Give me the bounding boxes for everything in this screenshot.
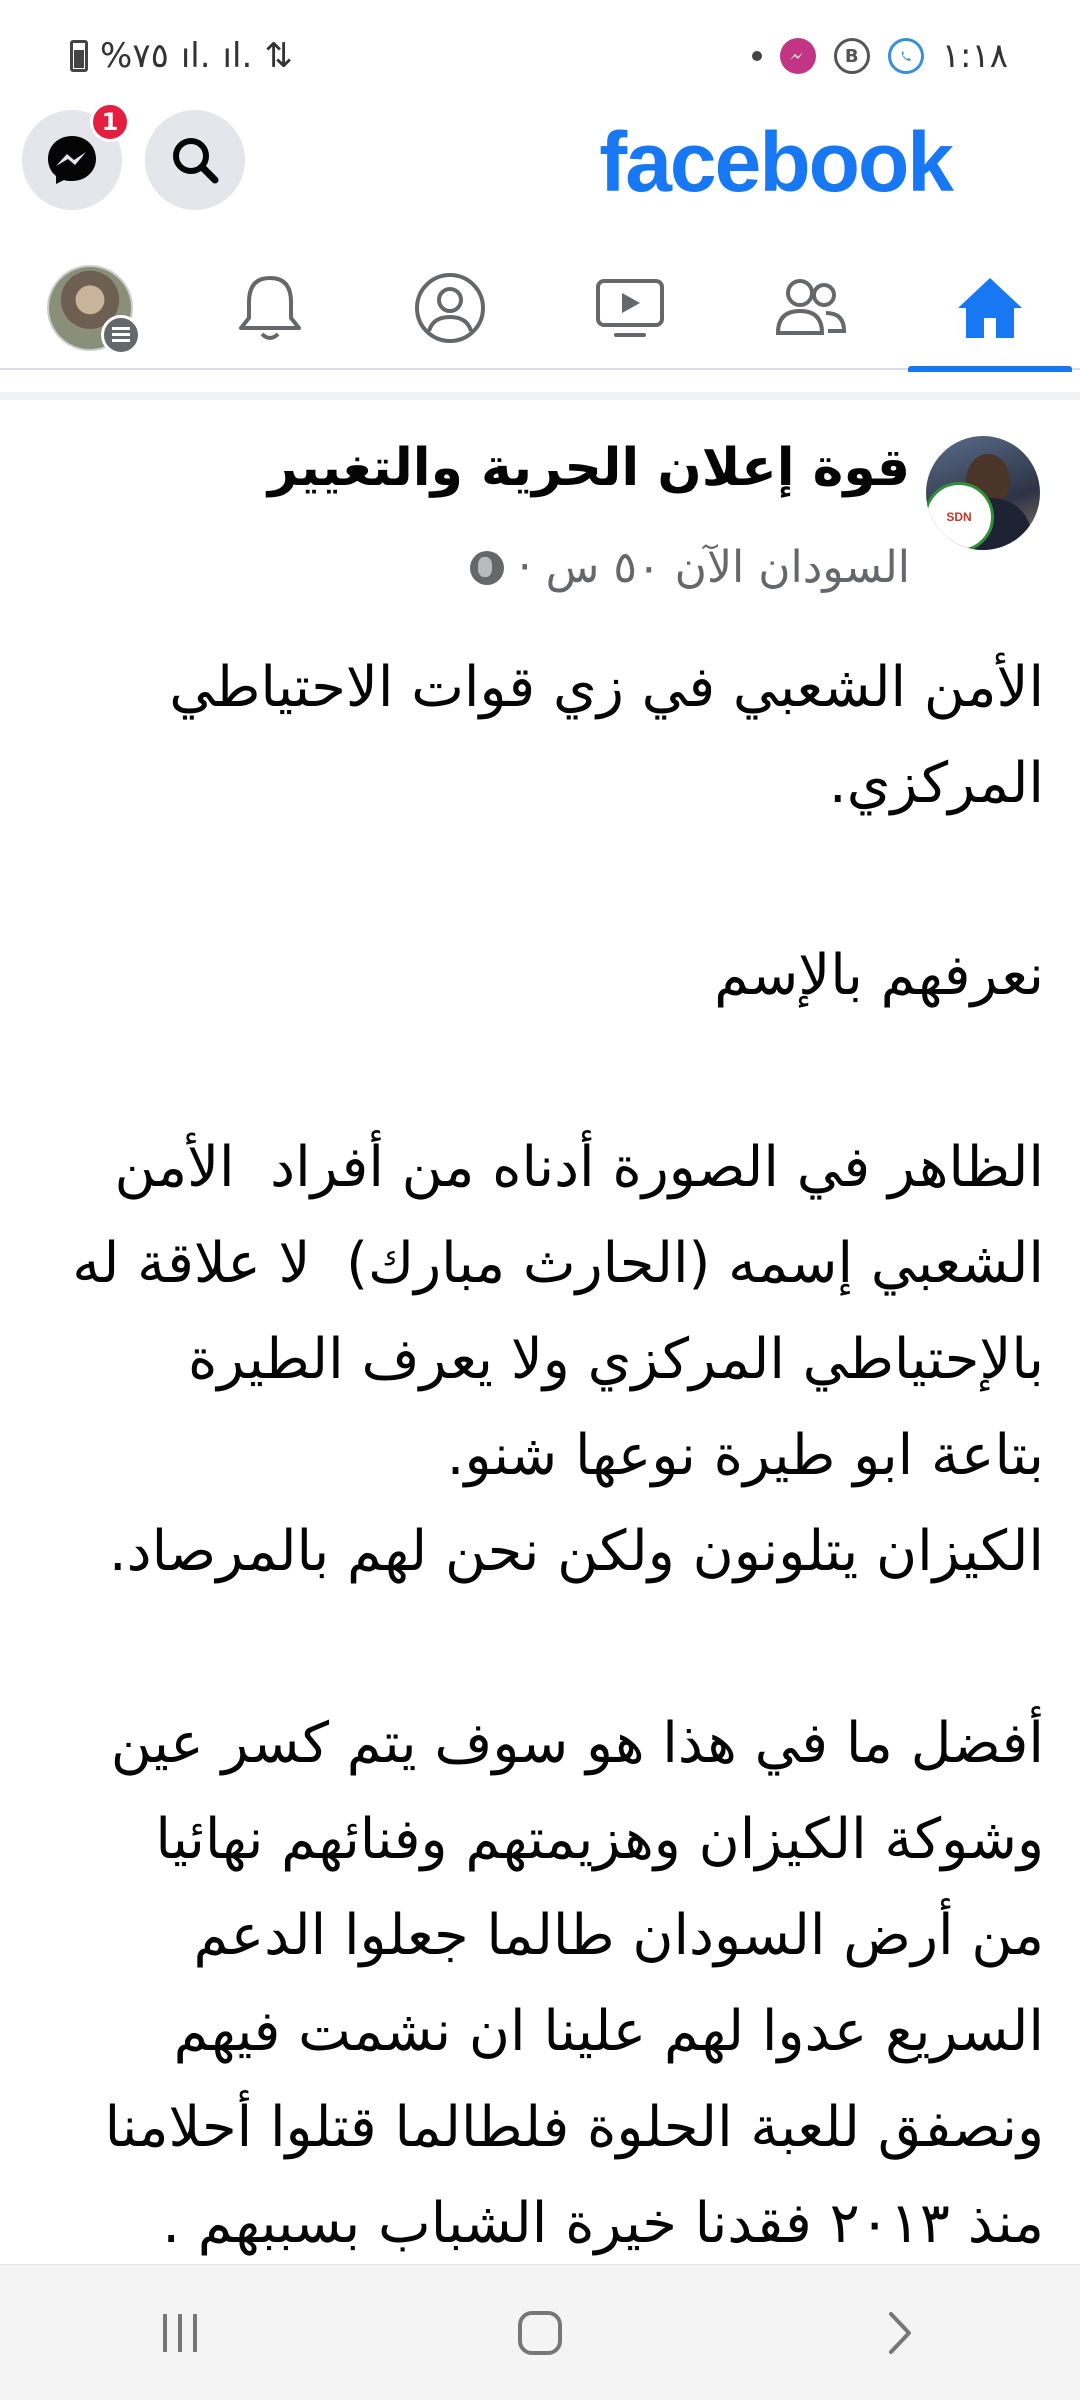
post-author-name[interactable]: قوة إعلان الحرية والتغيير bbox=[267, 438, 910, 498]
search-button[interactable] bbox=[145, 110, 245, 210]
data-transfer-icon: ⇅ bbox=[264, 36, 293, 76]
menu-hamburger-icon bbox=[101, 315, 141, 355]
home-icon bbox=[954, 272, 1026, 344]
video-icon bbox=[592, 273, 668, 343]
profile-icon bbox=[413, 271, 487, 345]
signal-icon: ıl. bbox=[180, 36, 211, 76]
post-meta bbox=[470, 542, 910, 593]
messenger-badge: 1 bbox=[90, 102, 130, 142]
status-bar bbox=[0, 0, 1080, 110]
sdn-seal-icon: SDN bbox=[926, 482, 994, 550]
tab-profile[interactable] bbox=[360, 245, 540, 370]
whatsapp-notification-icon bbox=[888, 38, 924, 74]
post-author-avatar[interactable] bbox=[926, 436, 1040, 550]
back-icon bbox=[875, 2308, 925, 2358]
notification-dot-icon bbox=[752, 51, 762, 61]
facebook-logo[interactable]: facebook bbox=[599, 115, 952, 209]
battery-level: %٧٥ bbox=[100, 36, 169, 76]
tab-watch[interactable] bbox=[540, 245, 720, 370]
messenger-button[interactable] bbox=[22, 110, 122, 210]
tab-notifications[interactable] bbox=[180, 245, 360, 370]
signal-icon-2: ıl. bbox=[222, 36, 253, 76]
b-app-notification-icon: B bbox=[834, 38, 870, 74]
status-left bbox=[70, 36, 293, 76]
messenger-notification-icon bbox=[780, 38, 816, 74]
messenger-icon bbox=[44, 132, 100, 188]
system-nav-bar bbox=[0, 2264, 1080, 2400]
recent-apps-button[interactable] bbox=[110, 2283, 250, 2383]
back-nav-button[interactable] bbox=[830, 2283, 970, 2383]
status-right bbox=[752, 36, 1008, 76]
post-meta-text: السودان الآن ٥٠ س · bbox=[517, 542, 910, 593]
home-nav-button[interactable] bbox=[470, 2283, 610, 2383]
battery-icon bbox=[70, 40, 88, 72]
tab-friends[interactable] bbox=[720, 245, 900, 370]
friends-icon bbox=[770, 273, 850, 343]
tab-bar bbox=[0, 245, 1080, 370]
home-circle-icon bbox=[515, 2308, 565, 2358]
search-icon bbox=[167, 132, 223, 188]
feed-separator bbox=[0, 392, 1080, 400]
globe-icon bbox=[470, 551, 504, 585]
app-header bbox=[0, 110, 1080, 240]
feed-post bbox=[0, 400, 1080, 2262]
menu-avatar-icon bbox=[47, 265, 133, 351]
post-text: الأمن الشعبي في زي قوات الاحتياطي المركزي. نعرفهم بالإسم الظاهر في الصورة أدناه من أفراد الأمن الشعبي إسمه (الحارث مبارك) لا علاقة له بالإحتياطي المركزي ولا يعرف الطيرة بتاعة ابو طيرة نوعها شنو. الكيزان يتلونون ولكن نحن لهم بالمرصاد. أفضل ما في هذا هو سوف يتم كسر عين وشوكة الكيزان وهزيمتهم وفنائهم نهائيا من أرض السودان طالما جعلوا الدعم السريع عدوا لهم علينا ان نشمت فيهم ونصفق للعبة الحلوة فلطالما قتلوا أحلامنا منذ ٢٠١٣ فقدنا خيرة الشباب بسببهم . bbox=[72, 655, 1044, 2256]
bell-icon bbox=[235, 270, 305, 346]
recent-apps-icon bbox=[155, 2308, 205, 2358]
tab-home[interactable] bbox=[900, 245, 1080, 370]
tab-menu[interactable] bbox=[0, 245, 180, 370]
clock: ١:١٨ bbox=[941, 36, 1008, 76]
